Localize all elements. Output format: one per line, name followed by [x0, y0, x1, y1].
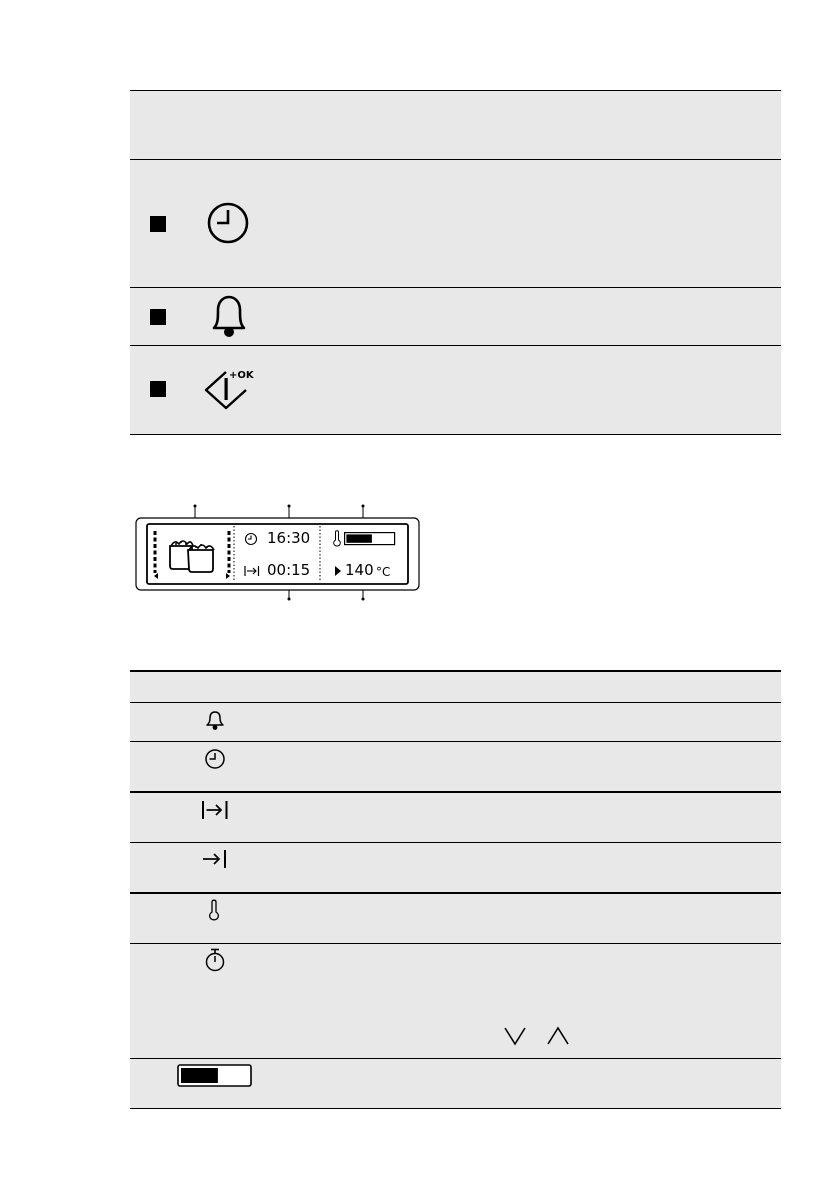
table-rule	[130, 90, 781, 91]
table-rule	[130, 892, 781, 894]
clock-icon	[204, 748, 226, 770]
table-rule	[130, 842, 781, 843]
table-rule	[130, 791, 781, 793]
table-rule	[130, 943, 781, 944]
duration-icon	[201, 799, 229, 821]
bell-icon	[204, 709, 226, 731]
bullet-square	[150, 216, 166, 232]
table-rule	[130, 1058, 781, 1059]
cooking-function-icon	[167, 538, 219, 574]
bell-icon	[206, 294, 252, 338]
heat-up-bar-icon	[177, 1064, 253, 1088]
timer-icon	[204, 948, 226, 972]
thermometer-icon	[207, 899, 221, 921]
ok-label: +OK	[229, 370, 254, 381]
clock-icon	[206, 201, 250, 245]
table-row	[130, 160, 781, 287]
symbols-table	[130, 90, 781, 435]
bullet-square	[150, 381, 166, 397]
table-row	[130, 346, 781, 434]
clock-time: 16:30	[267, 529, 311, 547]
temperature-value: 140	[345, 561, 374, 579]
table-rule	[130, 741, 781, 742]
table-row	[130, 288, 781, 345]
heat-up-indicator	[344, 532, 396, 546]
thermometer-icon	[332, 530, 342, 547]
duration-time: 00:15	[267, 561, 311, 579]
table-rule	[130, 670, 781, 672]
chevron-down-icon	[503, 1026, 527, 1046]
table-rule	[130, 1108, 781, 1109]
display-indicators-table	[130, 670, 781, 1109]
clock-icon	[244, 532, 258, 546]
end-icon	[202, 848, 228, 870]
bullet-square	[150, 309, 166, 325]
oven-display	[135, 517, 420, 591]
duration-icon	[244, 564, 260, 578]
chevron-up-icon	[546, 1026, 570, 1046]
info-ok-icon	[202, 368, 258, 412]
triangle-right-icon	[335, 566, 341, 576]
temperature-unit: °C	[376, 565, 391, 579]
table-rule	[130, 702, 781, 703]
table-rule	[130, 434, 781, 435]
